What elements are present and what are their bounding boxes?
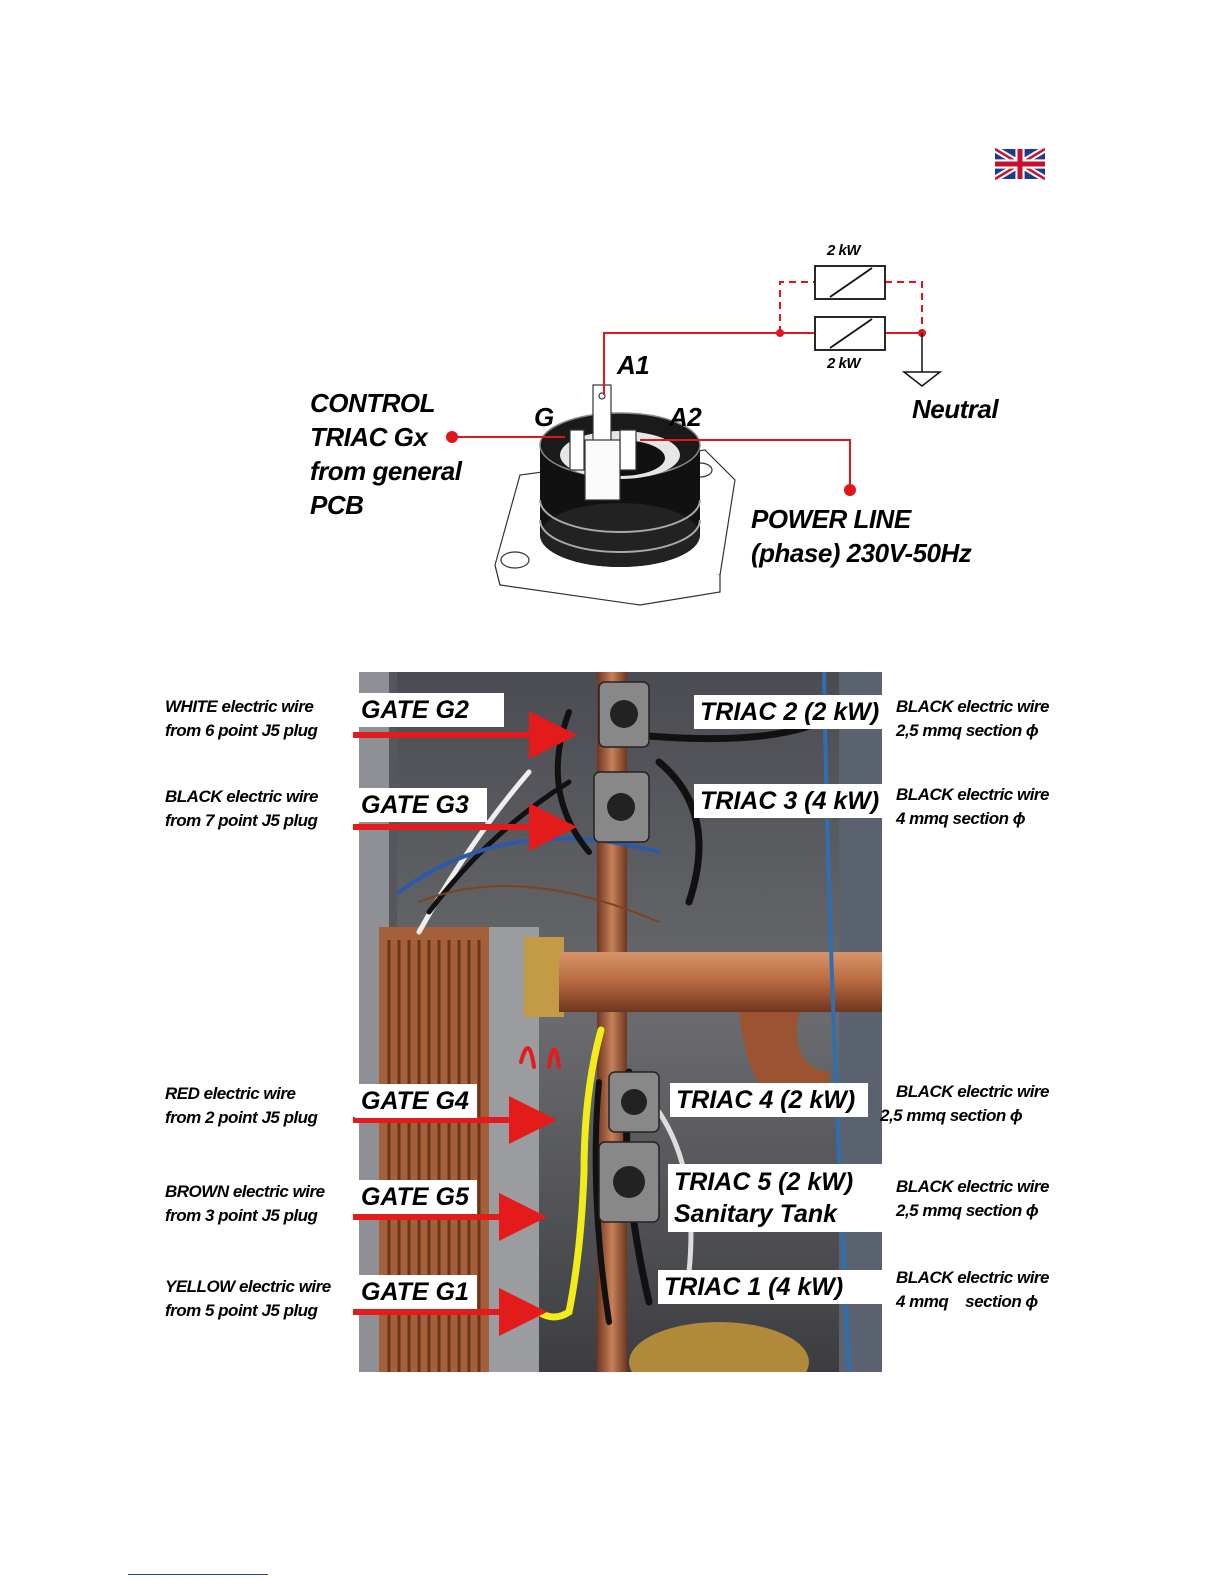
triac-5-wire-desc: BLACK electric wire 2,5 mmq section ϕ — [896, 1177, 1049, 1220]
load-bottom-label: 2 kW — [827, 355, 861, 372]
gate-g5-tag: GATE G5 — [355, 1180, 477, 1214]
triac-3-tag: TRIAC 3 (4 kW) — [694, 784, 886, 818]
pin-a1-label: A1 — [617, 350, 650, 380]
gate-g4-tag: GATE G4 — [355, 1084, 477, 1118]
power-line-label: POWER LINE (phase) 230V-50Hz — [751, 504, 972, 568]
gate-g1-wire-desc: YELLOW electric wire from 5 point J5 plug — [165, 1277, 331, 1320]
triac-1-tag: TRIAC 1 (4 kW) — [658, 1270, 886, 1304]
triac-3-wire-desc: BLACK electric wire 4 mmq section ϕ — [896, 785, 1049, 828]
pin-g-label: G — [534, 402, 554, 432]
gate-g1-tag: GATE G1 — [355, 1275, 477, 1309]
gate-g2-wire-desc: WHITE electric wire from 6 point J5 plug — [165, 697, 318, 740]
gate-g3-tag: GATE G3 — [355, 788, 487, 822]
pin-a2-label: A2 — [669, 402, 702, 432]
triac-2-wire-desc: BLACK electric wire 2,5 mmq section ϕ — [896, 697, 1049, 740]
triac-4-tag: TRIAC 4 (2 kW) — [670, 1083, 868, 1117]
load-top-label: 2 kW — [827, 242, 861, 259]
triac-5-tag: TRIAC 5 (2 kW) Sanitary Tank — [668, 1164, 886, 1232]
control-label: CONTROL TRIAC Gx from general PCB — [310, 388, 462, 520]
triac-2-tag: TRIAC 2 (2 kW) — [694, 695, 886, 729]
footer-rule — [128, 1574, 268, 1575]
gate-g5-wire-desc: BROWN electric wire from 3 point J5 plug — [165, 1182, 325, 1225]
neutral-label: Neutral — [912, 394, 999, 424]
gate-g2-tag: GATE G2 — [355, 693, 504, 727]
gate-g4-wire-desc: RED electric wire from 2 point J5 plug — [165, 1084, 318, 1127]
triac-4-wire-desc: BLACK electric wire 2,5 mmq section ϕ — [880, 1082, 1049, 1125]
triac-1-wire-desc: BLACK electric wire 4 mmq section ϕ — [896, 1268, 1049, 1311]
gate-g3-wire-desc: BLACK electric wire from 7 point J5 plug — [165, 787, 318, 830]
